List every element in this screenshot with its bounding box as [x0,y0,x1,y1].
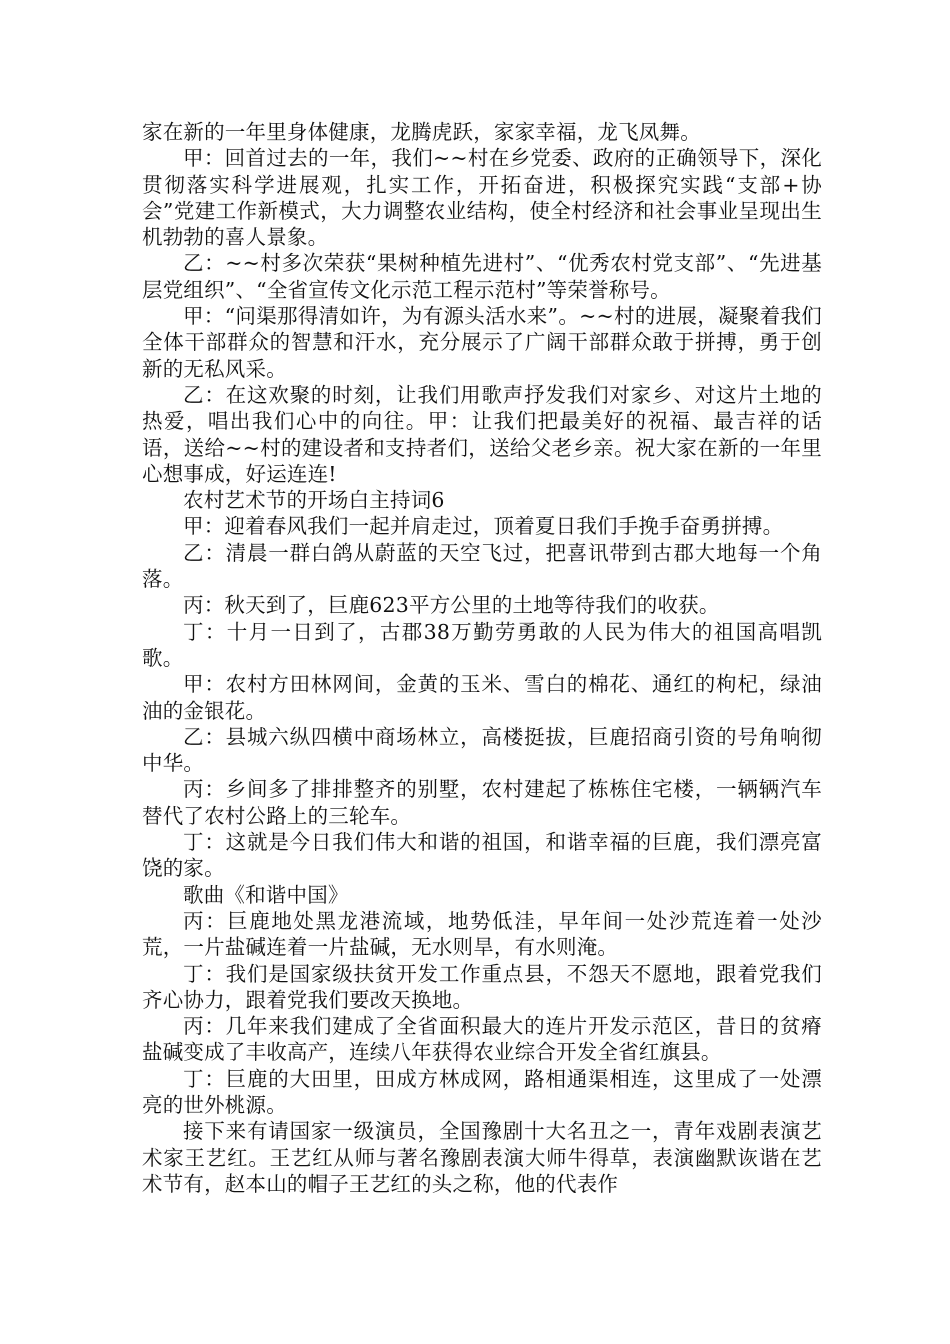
paragraph-11: 甲：农村方田林网间，金黄的玉米、雪白的棉花、通红的枸杞，绿油油的金银花。 [142,672,822,723]
paragraph-8: 乙：清晨一群白鸽从蔚蓝的天空飞过，把喜讯带到古郡大地每一个角落。 [142,540,822,592]
paragraph-7: 甲：迎着春风我们一起并肩走过，顶着夏日我们手挽手奋勇拼搏。 [183,514,784,539]
paragraph-13: 丙：乡间多了排排整齐的别墅，农村建起了栋栋住宅楼，一辆辆汽车替代了农村公路上的三轮车。 [142,777,822,828]
paragraph-4: 甲：“问渠那得清如许，为有源头活水来”。~~村的进展，凝聚着我们全体干部群众的智慧和汗水，充分展示了广阔干部群众敢于拼搏，勇于创新的无私风采。 [142,304,822,381]
paragraph-18: 丙：几年来我们建成了全省面积最大的连片开发示范区，昔日的贫瘠盐碱变成了丰收高产，连续八年获得农业综合开发全省红旗县。 [142,1014,822,1065]
paragraph-19: 丁：巨鹿的大田里，田成方林成网，路相通渠相连，这里成了一处漂亮的世外桃源。 [142,1066,822,1117]
paragraph-12: 乙：县城六纵四横中商场林立，高楼挺拔，巨鹿招商引资的号角响彻中华。 [142,724,822,776]
paragraph-3: 乙：~~村多次荣获“果树种植先进村”、“优秀农村党支部”、“先进基层党组织”、“全省宣传文化示范工程示范村”等荣誉称号。 [142,251,822,302]
paragraph-1: 家在新的一年里身体健康，龙腾虎跃，家家幸福，龙飞凤舞。 [142,120,701,144]
song-title: 歌曲《和谐中国》 [183,882,349,907]
paragraph-16: 丙：巨鹿地处黑龙港流域，地势低洼，早年间一处沙荒连着一处沙荒，一片盐碱连着一片盐碱，无水则旱，有水则淹。 [142,908,822,960]
section-heading: 农村艺术节的开场白主持词6 [183,488,445,513]
paragraph-5: 乙：在这欢聚的时刻，让我们用歌声抒发我们对家乡、对这片土地的热爱，唱出我们心中的向往。甲：让我们把最美好的祝福、最吉祥的话语，送给~~村的建设者和支持者们，送给父老乡亲。祝大家在新的一年里心想事成，好运连连! [142,382,822,486]
document-body [142,119,822,1197]
paragraph-20: 接下来有请国家一级演员，全国豫剧十大名丑之一，青年戏剧表演艺术家王艺红。王艺红从师与著名豫剧表演大师牛得草，表演幽默诙谐在艺术节有，赵本山的帽子王艺红的头之称，他的代表作 [142,1119,822,1196]
paragraph-10: 丁：十月一日到了，古郡38万勤劳勇敢的人民为伟大的祖国高唱凯歌。 [142,619,822,670]
paragraph-14: 丁：这就是今日我们伟大和谐的祖国，和谐幸福的巨鹿，我们漂亮富饶的家。 [142,830,822,881]
paragraph-2: 甲：回首过去的一年，我们~~村在乡党委、政府的正确领导下，深化贯彻落实科学进展观，扎实工作，开拓奋进，积极探究实践“支部+协会”党建工作新模式，大力调整农业结构，使全村经济和社会事业呈现出生机勃勃的喜人景象。 [142,146,822,250]
paragraph-17: 丁：我们是国家级扶贫开发工作重点县，不怨天不愿地，跟着党我们齐心协力，跟着党我们要改天换地。 [142,961,822,1012]
paragraph-9: 丙：秋天到了，巨鹿623平方公里的土地等待我们的收获。 [183,593,720,618]
